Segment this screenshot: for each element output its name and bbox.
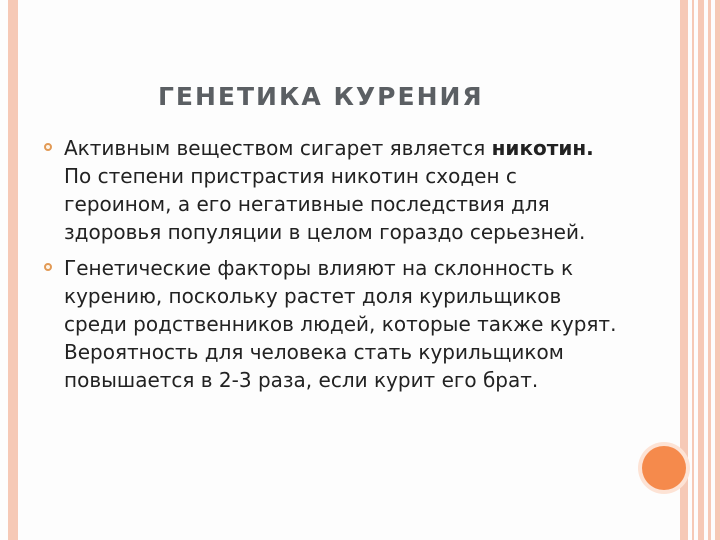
border-stripe xyxy=(698,0,704,540)
border-stripe xyxy=(692,0,694,540)
right-border-stripes xyxy=(680,0,720,540)
bullet-item xyxy=(44,134,624,246)
bullet-circle-icon xyxy=(44,263,52,271)
decorative-orange-circle-icon xyxy=(642,446,686,490)
bullet-circle-icon xyxy=(44,143,52,151)
bullet-list xyxy=(44,134,624,402)
slide-title: ГЕНЕТИКА КУРЕНИЯ xyxy=(158,82,484,111)
bullet-text: По степени пристрастия никотин сходен с героином, а его негативные последствия для здоровья популяции в целом гораздо серьезней. xyxy=(64,164,586,244)
border-stripe xyxy=(715,0,720,540)
bullet-item xyxy=(44,254,624,394)
bullet-keyword: никотин. xyxy=(491,136,594,160)
border-stripe xyxy=(708,0,711,540)
bullet-text: Активным веществом сигарет является xyxy=(64,136,492,160)
bullet-text: Генетические факторы влияют на склонность к курению, поскольку растет доля курильщиков среди родственников людей, которые также курят. Вероятность для человека стать курильщиком повышается в 2-3 раза, если курит его брат. xyxy=(64,256,617,392)
left-border-bar xyxy=(8,0,18,540)
